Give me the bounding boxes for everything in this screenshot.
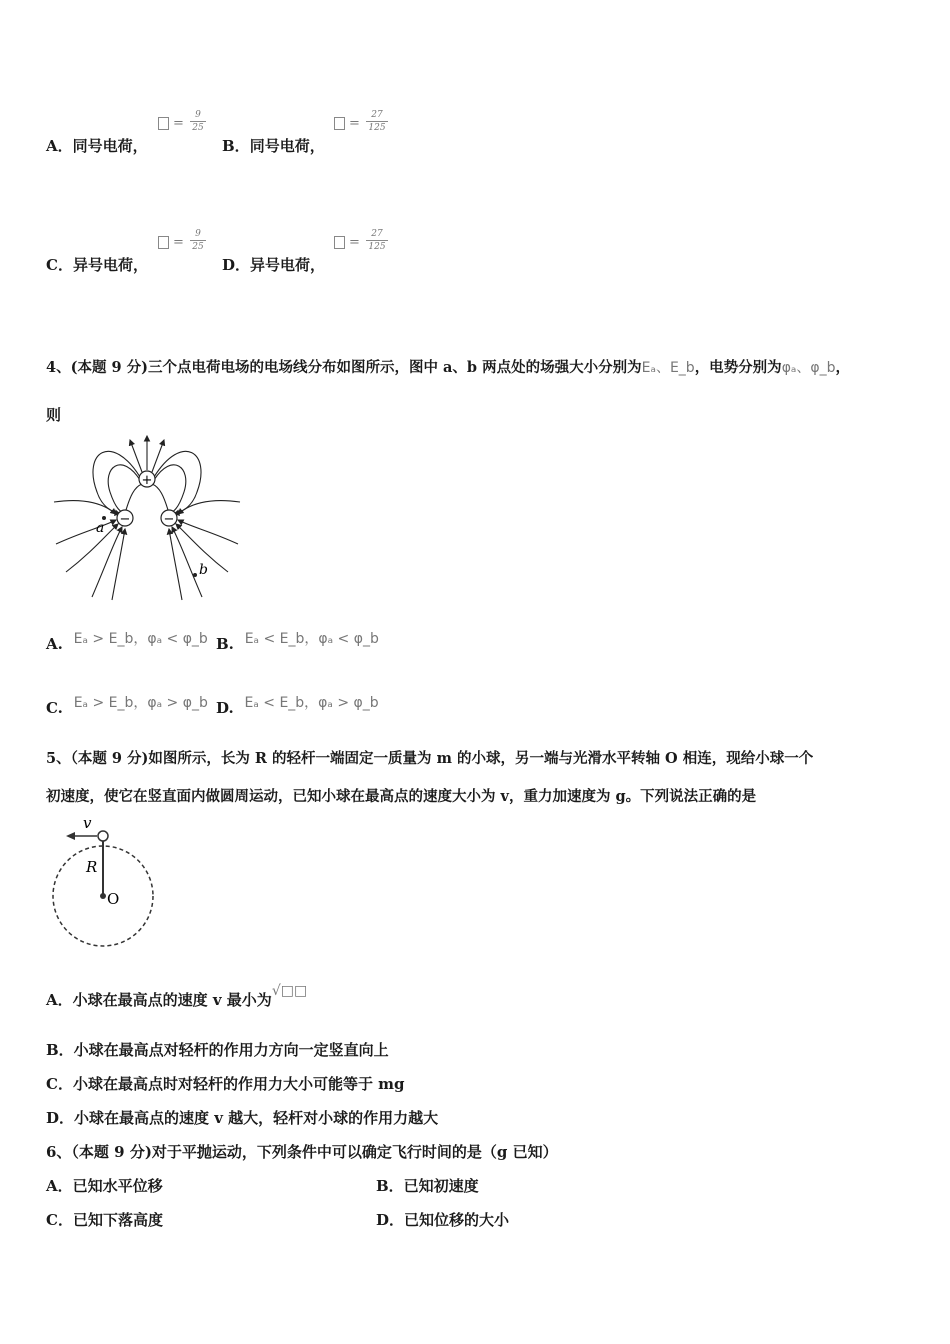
q3-option-a-text: 同号电荷， — [72, 137, 148, 155]
q3-option-c-letter[interactable]: C．异号电荷， — [46, 256, 148, 274]
q3-option-c-text: 异号电荷， — [72, 256, 148, 274]
q5-stem-line2: 初速度，使它在竖直面内做圆周运动，已知小球在最高点的速度大小为 v，重力加速度为 g。下列说法正确的是 — [46, 788, 757, 805]
q4-option-d[interactable]: D. Eₐ < E_b，φₐ > φ_b — [216, 695, 379, 717]
q4-stem-e-symbols: Eₐ、E_b — [641, 360, 695, 376]
q4-option-c-expr: Eₐ > E_b，φₐ > φ_b — [73, 695, 208, 711]
q6-stem: 6、（本题 9 分)对于平抛运动，下列条件中可以确定飞行时间的是（g 已知） — [46, 1143, 558, 1161]
q6-option-a[interactable]: A．已知水平位移 — [46, 1177, 163, 1195]
q6-option-d[interactable]: D．已知位移的大小 — [376, 1211, 510, 1229]
q4-option-b-expr: Eₐ < E_b，φₐ < φ_b — [244, 631, 379, 647]
missing-glyph-icon — [158, 117, 169, 130]
minus-sign-right: − — [163, 512, 175, 527]
q3-option-d-letter[interactable]: D．异号电荷， — [222, 256, 326, 274]
q3-option-d-fraction: 27 125 — [366, 229, 388, 252]
missing-glyph-icon — [334, 236, 345, 249]
q3-option-b-text: 同号电荷， — [249, 137, 325, 155]
axis-point — [100, 893, 106, 899]
missing-glyph-icon — [334, 117, 345, 130]
q5-option-c[interactable]: C．小球在最高点时对轻杆的作用力大小可能等于 mg — [46, 1075, 405, 1093]
q3-option-a-letter[interactable]: A．同号电荷， — [46, 137, 148, 155]
ball — [98, 831, 108, 841]
label-O: O — [107, 890, 120, 908]
q4-stem: 4、(本题 9 分)三个点电荷电场的电场线分布如图所示，图中 a、b 两点处的场强大小分别为Eₐ、E_b，电势分别为φₐ、φ_b， — [46, 359, 851, 376]
missing-glyph-icon — [158, 236, 169, 249]
point-b — [193, 573, 197, 577]
arrowhead-icon — [66, 832, 75, 840]
q5-stem-line1: 5、（本题 9 分)如图所示，长为 R 的轻杆一端固定一质量为 m 的小球，另一端与光滑水平转轴 O 相连，现给小球一个 — [46, 750, 814, 767]
q3-option-d-lhs: = — [334, 235, 360, 250]
q5-circle-figure — [50, 812, 160, 952]
q5-option-b[interactable]: B．小球在最高点对轻杆的作用力方向一定竖直向上 — [46, 1041, 389, 1059]
label-a: a — [96, 520, 105, 536]
q3-option-a-lhs: = — [158, 116, 184, 131]
q3-option-a-fraction: 9 25 — [190, 110, 206, 133]
q3-option-b-letter[interactable]: B．同号电荷， — [222, 137, 325, 155]
q6-option-b[interactable]: B．已知初速度 — [376, 1177, 479, 1195]
q3-option-c-fraction: 9 25 — [190, 229, 206, 252]
q4-option-d-expr: Eₐ < E_b，φₐ > φ_b — [244, 695, 379, 711]
label-b: b — [199, 562, 208, 578]
q4-option-c[interactable]: C. Eₐ > E_b，φₐ > φ_b — [46, 695, 208, 717]
minus-sign-left: − — [119, 512, 131, 527]
q4-stem-line2: 则 — [46, 406, 62, 424]
label-v: v — [83, 814, 92, 832]
q4-stem-phi-symbols: φₐ、φ_b — [781, 360, 836, 376]
label-R: R — [86, 858, 98, 876]
q4-field-lines-figure — [52, 432, 242, 602]
plus-sign: + — [141, 473, 153, 488]
q4-option-b[interactable]: B. Eₐ < E_b，φₐ < φ_b — [216, 631, 379, 653]
q5-option-a[interactable]: A．小球在最高点的速度 v 最小为√□□ — [46, 983, 308, 1009]
q3-option-b-lhs: = — [334, 116, 360, 131]
q4-option-a-expr: Eₐ > E_b，φₐ < φ_b — [73, 631, 208, 647]
q4-option-a[interactable]: A. Eₐ > E_b，φₐ < φ_b — [46, 631, 208, 653]
q3-option-b-fraction: 27 125 — [366, 110, 388, 133]
q3-option-d-text: 异号电荷， — [250, 256, 326, 274]
q6-option-c[interactable]: C．已知下落高度 — [46, 1211, 163, 1229]
q5-option-d[interactable]: D．小球在最高点的速度 v 越大，轻杆对小球的作用力越大 — [46, 1109, 439, 1127]
q3-option-c-lhs: = — [158, 235, 184, 250]
q5-option-a-sqrt-expr: √□□ — [271, 983, 308, 999]
